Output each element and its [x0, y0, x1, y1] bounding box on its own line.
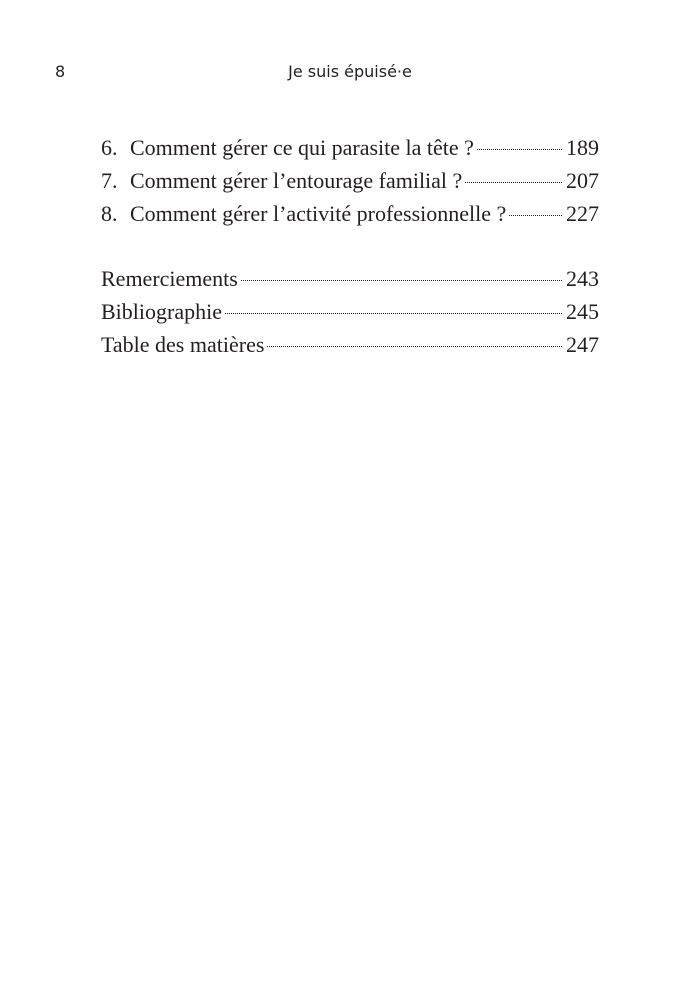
dot-leader: [225, 313, 562, 314]
toc-entry-page: 245: [566, 299, 599, 324]
toc-entry-page: 247: [566, 332, 599, 357]
toc-entry-number: 7.: [101, 168, 118, 193]
toc-entry-title: Comment gérer l’activité professionnelle ?: [130, 201, 507, 226]
toc-entry-number: 8.: [101, 201, 118, 226]
toc-entry-remerciements[interactable]: [101, 262, 599, 295]
toc-entry-page: 227: [566, 201, 599, 226]
toc-entry-chapter-8[interactable]: [101, 197, 599, 230]
dot-leader: [465, 182, 562, 183]
dot-leader: [267, 346, 562, 347]
toc-entry-number: 6.: [101, 135, 118, 160]
toc-entry-title: Bibliographie: [101, 299, 222, 324]
toc-entry-page: 243: [566, 266, 599, 291]
section-spacer: [101, 230, 599, 262]
dot-leader: [509, 215, 562, 216]
toc-entry-page: 207: [566, 168, 599, 193]
dot-leader: [241, 280, 562, 281]
toc-entry-chapter-7[interactable]: [101, 164, 599, 197]
toc-entry-bibliographie[interactable]: [101, 295, 599, 328]
dot-leader: [477, 149, 562, 150]
toc-entry-title: Comment gérer ce qui parasite la tête ?: [130, 135, 474, 160]
page-number: 8: [55, 62, 66, 81]
toc-entry-title: Remerciements: [101, 266, 238, 291]
running-head-title: Je suis épuisé·e: [288, 62, 412, 81]
toc-entry-table-des-matieres[interactable]: [101, 328, 599, 361]
toc-entry-title: Table des matières: [101, 332, 265, 357]
toc-entry-chapter-6[interactable]: [101, 131, 599, 164]
table-of-contents: [101, 131, 599, 361]
toc-entry-page: 189: [566, 135, 599, 160]
toc-entry-title: Comment gérer l’entourage familial ?: [130, 168, 463, 193]
